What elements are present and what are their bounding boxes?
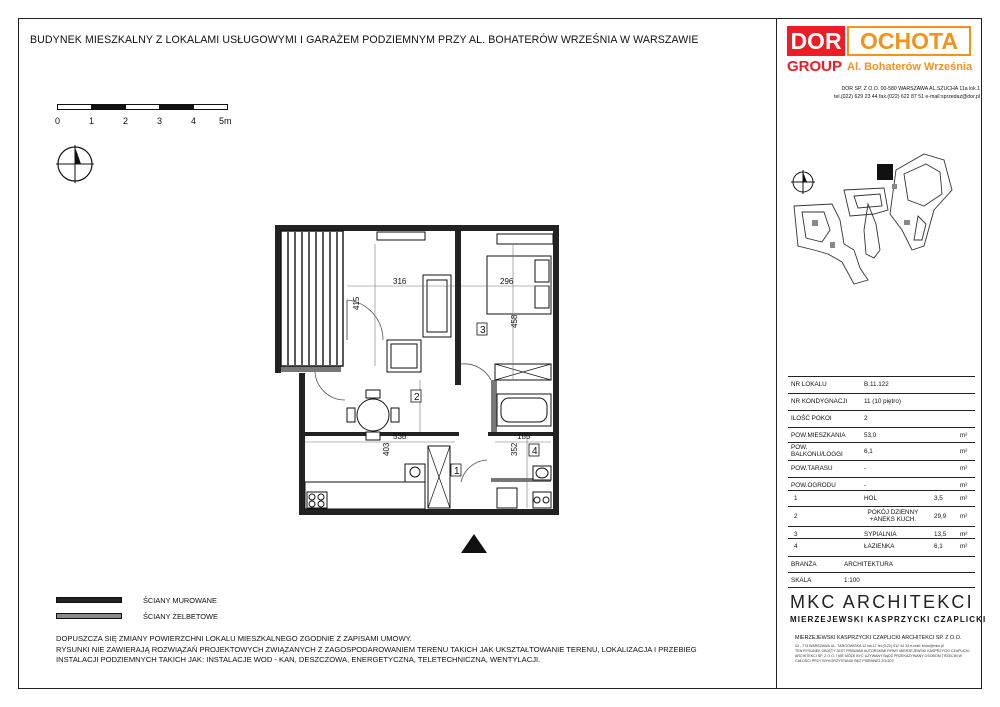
table-unit: m² (960, 531, 968, 538)
logo-subtitle: Al. Bohaterów Września (847, 61, 973, 73)
room-no: 1 (794, 495, 798, 502)
room-no: 3 (794, 531, 798, 538)
table-value: ARCHITEKTURA (844, 561, 893, 568)
dim-label: 458 (510, 314, 519, 328)
table-value: 6,1 (864, 448, 873, 455)
table-unit: m² (960, 465, 968, 472)
room-area: 6,1 (934, 543, 943, 550)
note-line: RYSUNKI NIE ZAWIERAJĄ ROZWIĄZAŃ PROJEKTOWYCH ZWIĄZANYCH Z ZAGOSPODAROWANIEM TERENU TAKICH JAK UKSZTAŁTOWANIE TERENU, LOKALIZACJA I PRZEBIEG (56, 644, 697, 654)
scale-label: 1 (89, 116, 95, 126)
key-plan-north-icon (791, 170, 815, 194)
entrance-arrow-icon (460, 534, 488, 554)
dim-label: 415 (352, 296, 361, 310)
contact-line-2: tel.(022) 629 23 44 fax.(022) 622 87 51 e-mail:sprzedaz@dor.pl (834, 93, 980, 100)
architect-address: 02 - 774 WARSZAWA UL. TARGOWISKA 12 lok.17 tel.(0-22) 612 44 34 e-mail: biuro@mkc.pl (795, 644, 944, 648)
table-unit: m² (960, 482, 968, 489)
room-number: 3 (480, 325, 486, 336)
room-number: 4 (532, 446, 538, 457)
table-label: POW.TARASU (791, 465, 833, 472)
table-value: 53,0 (864, 432, 877, 439)
room-name: HOL (864, 495, 877, 502)
page-title: BUDYNEK MIESZKALNY Z LOKALAMI USŁUGOWYMI I GARAŻEM PODZIEMNYM PRZY AL. BOHATERÓW WRZEŚNIA W WARSZAWIE (30, 34, 699, 46)
scale-label: 5m (219, 116, 232, 126)
architect-partners: MIERZEJEWSKI KASPRZYCKI CZAPLICKI (790, 615, 987, 624)
title-block-divider (776, 18, 777, 689)
north-arrow-icon (55, 144, 95, 184)
table-unit: m² (960, 448, 968, 455)
dim-label: 403 (382, 442, 391, 456)
table-label: NR LOKALU (791, 381, 827, 388)
logo-group: GROUP (787, 58, 843, 75)
note-line: INSTALACJI PODZIEMNYCH TAKICH JAK: INSTALACJE WOD - KAN, DESZCZOWA, ENERGETYCZNA, TELETECHNICZNA, WENTYLACJI. (56, 655, 541, 664)
dim-label: 316 (393, 277, 407, 286)
contact-line-1: DOR SP. Z O.O. 00-580 WARSZAWA AL.SZUCHA 11a lok.1 (841, 86, 980, 92)
table-value: 11 (10 piętro) (864, 398, 901, 405)
table-unit: m² (960, 432, 968, 439)
note-line: DOPUSZCZA SIĘ ZMIANY POWIERZCHNI LOKALU MIESZKALNEGO ZGODNIE Z ZAPISAMI UMOWY. (56, 634, 412, 643)
room-no: 2 (794, 513, 798, 520)
dor-ochota-logo (787, 26, 975, 76)
dim-label: 185 (517, 432, 531, 441)
room-no: 4 (794, 543, 798, 550)
table-unit: m² (960, 513, 968, 520)
legend-concrete-swatch (56, 613, 122, 619)
room-area: 3,5 (934, 495, 943, 502)
room-number: 1 (454, 466, 460, 477)
architect-company: MIERZEJEWSKI KASPRZYCKI CZAPLICKI ARCHITEKCI SP. Z O.O. (795, 635, 962, 641)
table-label: SKALA (791, 577, 812, 584)
table-value: 2 (864, 415, 868, 422)
room-area: 13,5 (934, 531, 947, 538)
scale-label: 0 (55, 116, 61, 126)
developer-contact (792, 86, 980, 101)
table-value: - (864, 465, 867, 472)
scale-label: 3 (157, 116, 163, 126)
table-unit: m² (960, 543, 968, 550)
legend-concrete-label: ŚCIANY ŻELBETOWE (143, 612, 218, 621)
table-label: BRANŻA (791, 561, 817, 568)
table-label: POW.OGRODU (791, 482, 836, 489)
scale-bar (57, 104, 227, 112)
key-plan-highlight (877, 164, 893, 180)
architect-fine-print (795, 644, 975, 664)
dim-label: 538 (393, 432, 407, 441)
table-value: 1:100 (844, 577, 860, 584)
scale-label: 4 (191, 116, 197, 126)
logo-dor: DOR (787, 26, 845, 56)
room-area: 29,9 (934, 513, 947, 520)
key-plan (784, 150, 964, 295)
table-value: - (864, 482, 867, 489)
table-value: B.11.122 (864, 381, 889, 388)
table-label: POW. BALKONU/LOGGI (791, 444, 843, 458)
dim-label: 352 (510, 442, 519, 456)
floor-plan (265, 220, 575, 520)
architect-copyright: TEN RYSUNEK OBJĘTY JEST PRAWAMI AUTORSKIMI FIRMY MIERZEJEWSKI KASPRZYCKI CZAPLICKI ARCHITEKCI SP. Z O.O. I NIE MOŻE BYĆ UŻYWANY BĄDŹ PRZEKAZYWANY OSOBOM TRZECIM W CAŁOŚCI PRZY WYKORZYSTANIU BEZ PISEMNEJ ZGODY (795, 649, 970, 663)
logo-ochota: OCHOTA (847, 26, 971, 56)
room-name: POKÓJ DZIENNY +ANEKS KUCH. (867, 509, 919, 523)
legend-masonry-label: ŚCIANY MUROWANE (143, 596, 217, 605)
table-unit: m² (960, 495, 968, 502)
room-number: 2 (414, 392, 420, 403)
table-label: NR KONDYGNACJI (791, 398, 848, 405)
legend-masonry-swatch (56, 597, 122, 603)
room-name: ŁAZIENKA (864, 543, 895, 550)
dim-label: 296 (500, 277, 514, 286)
room-name: SYPIALNIA (864, 531, 897, 538)
notes (56, 634, 756, 666)
architect-name: MKC ARCHITEKCI (790, 592, 974, 612)
scale-label: 2 (123, 116, 129, 126)
table-label: ILOŚĆ POKOI (791, 415, 832, 422)
table-label: POW.MIESZKANIA (791, 432, 846, 439)
